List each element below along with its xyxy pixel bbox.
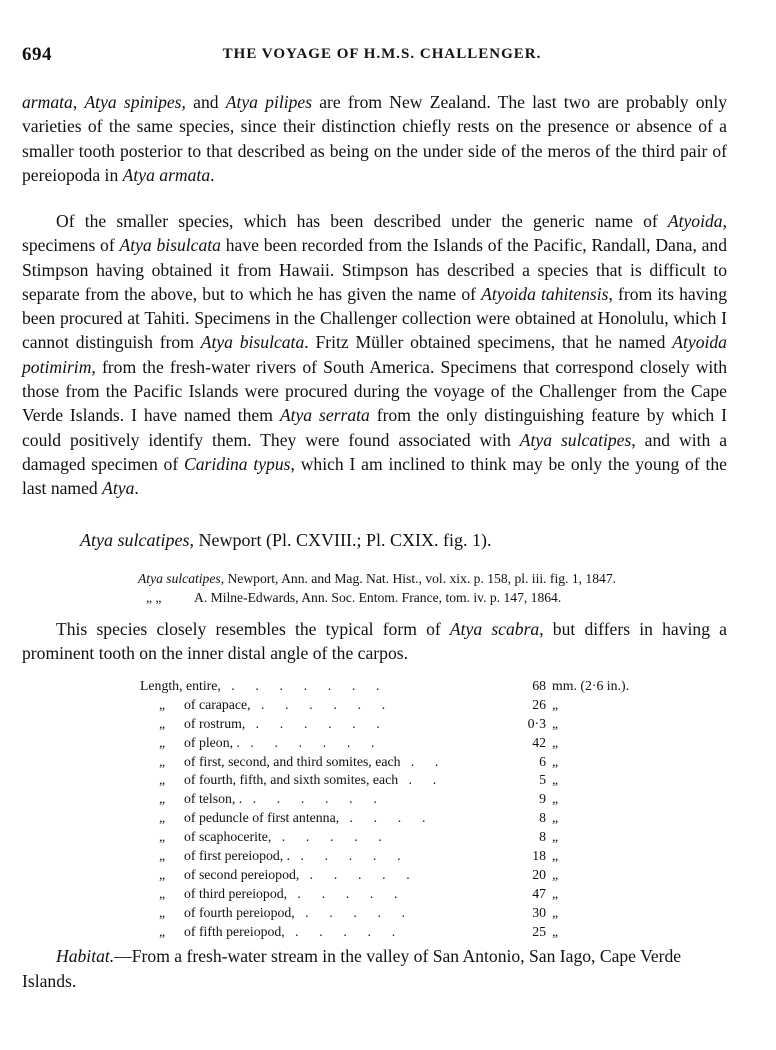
ditto-mark: „ <box>158 829 166 845</box>
leader-dots: . . . . . <box>284 923 396 939</box>
measurement-name: of second pereiopod, <box>184 866 300 882</box>
ditto-mark: „ <box>158 904 166 920</box>
measurement-unit: „ <box>552 848 559 864</box>
paragraph-2-text <box>22 209 727 501</box>
text-run: This species closely resembles the typical form of <box>56 619 450 639</box>
measurement-name: of fifth pereiopod, <box>184 923 285 939</box>
measurement-label <box>140 905 405 921</box>
ditto-mark: „ <box>158 696 166 712</box>
measurement-name: of carapace, <box>184 696 251 712</box>
measurement-name: of third pereiopod, <box>184 885 288 901</box>
measurement-label <box>140 772 436 788</box>
description-text <box>22 617 727 666</box>
measurement-value: 9 <box>539 791 546 807</box>
leader-dots: . . . . . . <box>250 696 386 712</box>
measurement-name: of first, second, and third somites, each <box>184 753 401 769</box>
leader-dots: . . . . <box>339 810 426 826</box>
species-name: Atya sulcatipes <box>80 530 190 550</box>
measurement-value: 5 <box>539 772 546 788</box>
ditto-mark: „ <box>158 810 166 826</box>
habitat-label: Habitat. <box>56 946 115 966</box>
ditto-mark: „ <box>158 715 166 731</box>
text-run: , but differs in having a prominent tooth on the inner distal angle of the carpos. <box>22 619 727 664</box>
measurement-label <box>140 829 382 845</box>
reference-species: Atya sulcatipes <box>138 571 221 586</box>
leader-dots: . . . . . . <box>245 715 380 731</box>
measurement-value: 18 <box>532 848 546 864</box>
italic-taxon: Caridina typus <box>184 453 291 474</box>
italic-taxon: Atya sulcatipes <box>519 429 632 450</box>
measurement-value: 26 <box>532 696 546 712</box>
italic-taxon: Atya bisulcata <box>200 332 305 353</box>
italic-taxon: Atya spinipes <box>84 92 182 112</box>
measurement-label <box>140 924 395 940</box>
measurement-label <box>140 735 374 751</box>
measurement-name: Length, entire, <box>140 678 221 693</box>
reference-text: , Newport, Ann. and Mag. Nat. Hist., vol. xix. p. 158, pl. iii. fig. 1, 1847. <box>220 571 617 586</box>
italic-taxon: Atya pilipes <box>225 92 313 112</box>
ditto-mark: „ <box>158 791 166 807</box>
measurement-value: 20 <box>532 866 546 882</box>
species-heading <box>80 530 491 551</box>
ditto-mark: „ <box>158 734 166 750</box>
measurement-unit: „ <box>552 715 559 731</box>
ditto-mark: „ <box>158 753 166 769</box>
habitat-paragraph <box>22 944 732 994</box>
measurement-value: 8 <box>539 810 546 826</box>
leader-dots: . . <box>400 753 439 769</box>
measurement-unit: „ <box>552 904 559 920</box>
ditto-mark: „ <box>158 848 166 864</box>
measurement-label <box>140 886 397 902</box>
paragraph-1 <box>22 90 727 187</box>
measurement-label <box>140 678 380 694</box>
measurement-label <box>140 791 377 807</box>
text-run: , from the fresh-water rivers of South America. Specimens that correspond closely with those from the Pacific Islands were procured during the voyage of the Challenger from the Cape Verde Islands. I have named them <box>22 356 727 426</box>
measurement-label <box>140 810 425 826</box>
measurement-name: of fourth, fifth, and sixth somites, each <box>184 772 399 788</box>
italic-taxon: Atya scabra <box>449 619 540 639</box>
measurement-unit: „ <box>552 829 559 845</box>
text-run: . <box>134 478 139 499</box>
measurement-unit: „ <box>552 753 559 769</box>
habitat-text: —From a fresh-water stream in the valley of San Antonio, San Iago, Cape Verde Islands. <box>22 946 682 991</box>
italic-taxon: Atyoida tahitensis <box>481 283 609 304</box>
reference-line <box>138 588 616 607</box>
leader-dots: . . . . . <box>294 904 406 920</box>
leader-dots: . . . . . <box>287 885 398 901</box>
italic-taxon: Atyoida <box>667 211 723 231</box>
leader-dots: . . . . . <box>271 829 382 845</box>
text-run: , and with a damaged specimen of <box>22 429 727 474</box>
leader-dots: . . . . . . . <box>220 678 380 693</box>
italic-taxon: Atya <box>102 478 135 499</box>
ditto-marks: „ „ <box>146 590 162 605</box>
measurement-unit: „ <box>552 866 559 882</box>
measurement-label <box>140 754 438 770</box>
italic-taxon: Atya armata <box>122 164 211 185</box>
measurement-unit: „ <box>552 810 559 826</box>
synonymy-references <box>138 569 616 607</box>
measurement-name: of first pereiopod, . <box>184 848 291 864</box>
measurement-name: of peduncle of first antenna, <box>184 810 340 826</box>
page-number: 694 <box>22 44 52 65</box>
measurement-label <box>140 697 385 713</box>
species-heading-rest: , Newport (Pl. CXVIII.; Pl. CXIX. fig. 1). <box>189 530 492 550</box>
measurement-name: of fourth pereiopod, <box>184 904 295 920</box>
measurement-value: 6 <box>539 753 546 769</box>
measurement-name: of rostrum, <box>184 715 246 731</box>
italic-taxon: Atya bisulcata <box>119 235 221 256</box>
text-run: are from New Zealand. The last two are probably only varieties of the same species, since their distinction chiefly rests on the presence or absence of a smaller tooth posterior to that described as being on the under side of the meros of the third pair of pereiopoda in <box>22 92 728 185</box>
measurement-value: 42 <box>532 734 546 750</box>
measurement-unit: „ <box>552 772 559 788</box>
text-run: , which I am inclined to think may be only the young of the last named <box>22 453 727 499</box>
leader-dots: . . . . . <box>299 866 410 882</box>
measurement-unit: „ <box>552 791 559 807</box>
reference-text: A. Milne-Edwards, Ann. Soc. Entom. France, tom. iv. p. 147, 1864. <box>194 590 562 605</box>
text-run: , from its having been procured at Tahiti. Specimens in the Challenger collection were obtained at Honolulu, which I cannot distinguish from <box>22 283 727 353</box>
measurement-label <box>140 867 410 883</box>
measurement-value: 8 <box>539 829 546 845</box>
ditto-mark: „ <box>158 866 166 882</box>
leader-dots: . . . . . <box>290 848 401 864</box>
leader-dots: . . <box>398 772 437 788</box>
text-run: , <box>72 92 85 112</box>
measurement-label <box>140 848 401 864</box>
ditto-mark: „ <box>158 885 166 901</box>
text-run: , specimens of <box>22 211 727 256</box>
measurement-value: 25 <box>532 923 546 939</box>
text-run: from the only distinguishing feature by which I could positively identify them. They were found associated with <box>22 405 727 450</box>
text-run: , and <box>181 92 226 112</box>
measurement-unit: „ <box>552 923 559 939</box>
measurement-unit: „ <box>552 885 559 901</box>
measurement-value: 0·3 <box>527 715 546 731</box>
text-run: have been recorded from the Islands of the Pacific, Randall, Dana, and Stimpson having obtained it from Hawaii. Stimpson has described a species that is difficult to separate from the above, but to which he has given the name of <box>22 235 727 304</box>
italic-taxon: Atya serrata <box>279 405 370 426</box>
text-run: . Fritz Müller obtained specimens, that he named <box>304 332 673 353</box>
leader-dots: . . . . . . <box>242 791 377 807</box>
text-run: Of the smaller species, which has been described under the generic name of <box>56 211 668 231</box>
description-paragraph <box>22 617 727 666</box>
italic-taxon: armata <box>22 92 73 112</box>
page-header <box>22 44 722 68</box>
ditto-mark: „ <box>158 772 166 788</box>
reference-line <box>138 569 616 588</box>
text-run: . <box>210 164 215 185</box>
ditto-mark: „ <box>158 923 166 939</box>
measurement-name: of pleon, . <box>184 734 240 750</box>
leader-dots: . . . . . . <box>239 734 375 750</box>
measurement-value: 68 <box>532 678 546 693</box>
measurement-value: 30 <box>532 904 546 920</box>
measurement-unit: mm. (2·6 in.). <box>552 678 630 693</box>
measurement-name: of scaphocerite, <box>184 829 272 845</box>
running-title: THE VOYAGE OF H.M.S. CHALLENGER. <box>222 46 542 62</box>
paragraph-1-text <box>22 90 727 187</box>
italic-taxon: Atyoida potimirim <box>22 332 727 377</box>
measurement-label <box>140 716 380 732</box>
measurement-name: of telson, . <box>184 791 243 807</box>
measurement-unit: „ <box>552 696 559 712</box>
paragraph-2 <box>22 209 727 501</box>
measurement-value: 47 <box>532 885 546 901</box>
measurement-unit: „ <box>552 734 559 750</box>
